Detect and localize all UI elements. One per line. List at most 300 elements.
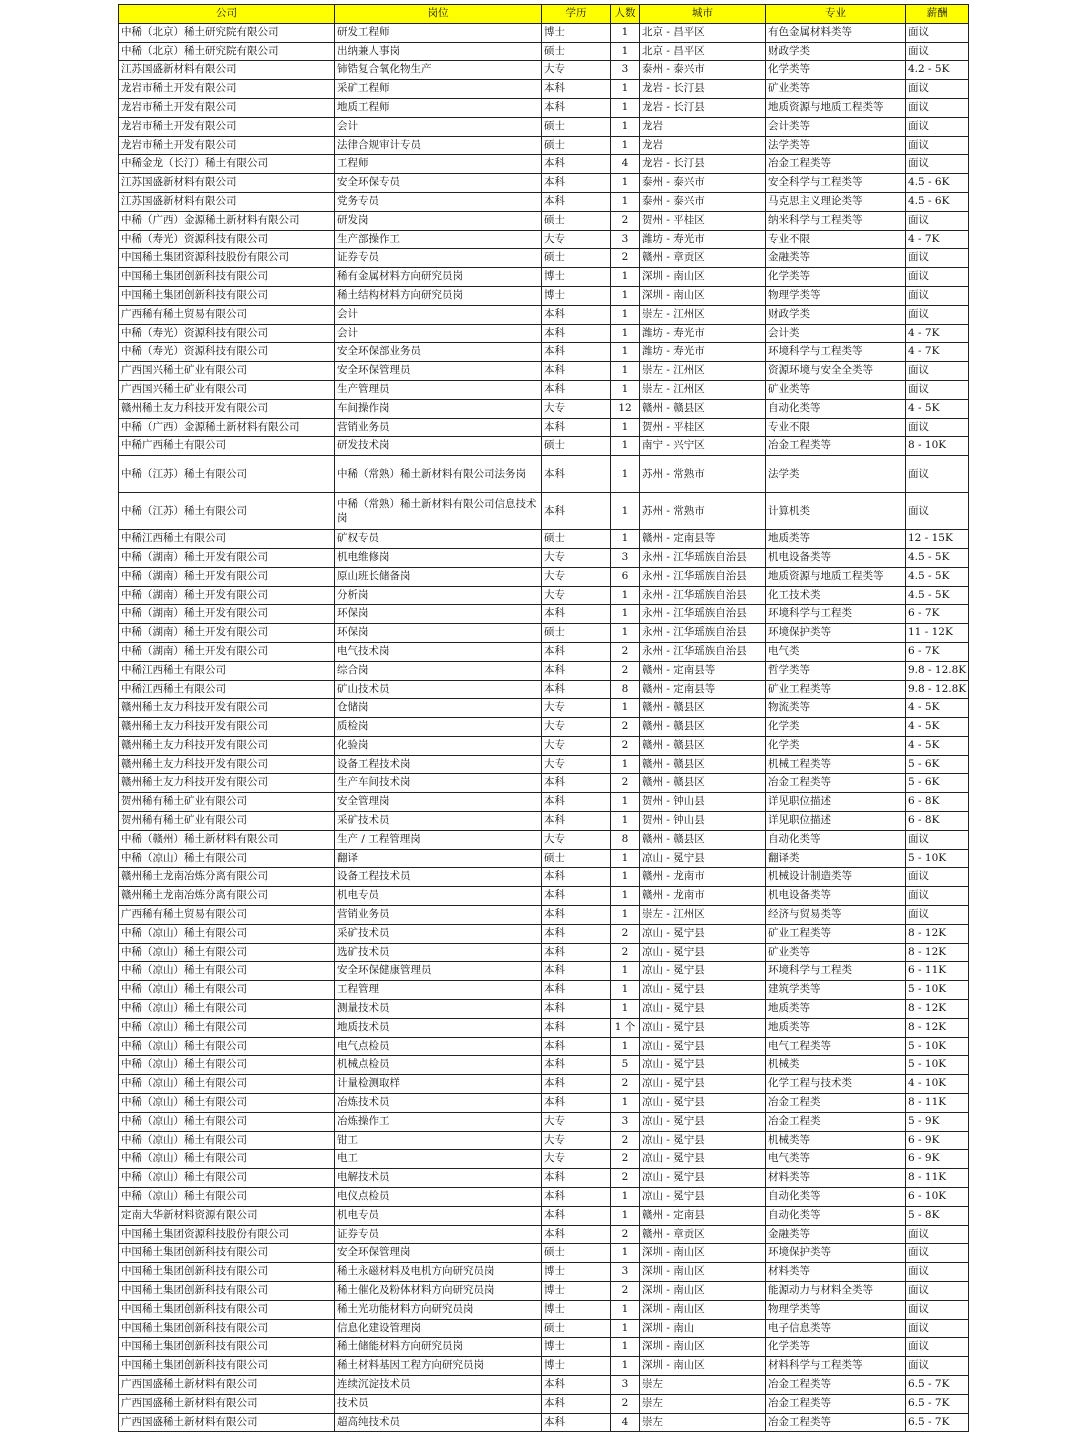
cell-company: 赣州稀土友力科技开发有限公司 bbox=[119, 699, 335, 718]
cell-education: 博士 bbox=[542, 1263, 611, 1282]
cell-company: 中稀（凉山）稀土有限公司 bbox=[119, 981, 335, 1000]
table-row bbox=[119, 774, 969, 793]
cell-salary: 4.5 - 5K bbox=[906, 586, 969, 605]
table-row bbox=[119, 98, 969, 117]
table-row bbox=[119, 1018, 969, 1037]
cell-position: 安全管理岗 bbox=[335, 793, 542, 812]
header-major: 专业 bbox=[766, 5, 906, 24]
cell-salary: 面议 bbox=[906, 906, 969, 925]
header-count: 人数 bbox=[611, 5, 640, 24]
cell-salary: 面议 bbox=[906, 1319, 969, 1338]
cell-city: 凉山 - 冕宁县 bbox=[640, 1000, 766, 1019]
cell-salary: 5 - 10K bbox=[906, 1037, 969, 1056]
cell-education: 本科 bbox=[542, 774, 611, 793]
cell-position: 工程管理 bbox=[335, 981, 542, 1000]
cell-city: 赣州 - 赣县区 bbox=[640, 774, 766, 793]
cell-city: 贺州 - 钟山县 bbox=[640, 812, 766, 831]
cell-company: 中稀（凉山）稀土有限公司 bbox=[119, 962, 335, 981]
cell-company: 中稀（赣州）稀土新材料有限公司 bbox=[119, 830, 335, 849]
cell-count: 2 bbox=[611, 642, 640, 661]
cell-major: 冶金工程类等 bbox=[766, 774, 906, 793]
cell-count: 2 bbox=[611, 1394, 640, 1413]
cell-count: 1 bbox=[611, 117, 640, 136]
cell-major: 矿业类等 bbox=[766, 380, 906, 399]
cell-education: 本科 bbox=[542, 456, 611, 493]
cell-company: 中稀江西稀土有限公司 bbox=[119, 661, 335, 680]
cell-major: 计算机类 bbox=[766, 493, 906, 530]
cell-city: 贺州 - 钟山县 bbox=[640, 793, 766, 812]
cell-position: 环保岗 bbox=[335, 605, 542, 624]
table-row bbox=[119, 399, 969, 418]
cell-salary: 8 - 11K bbox=[906, 1094, 969, 1113]
cell-count: 2 bbox=[611, 1075, 640, 1094]
cell-company: 中国稀土集团创新科技有限公司 bbox=[119, 286, 335, 305]
cell-company: 中稀（广西）金源稀土新材料有限公司 bbox=[119, 211, 335, 230]
cell-salary: 面议 bbox=[906, 1263, 969, 1282]
cell-count: 1 bbox=[611, 887, 640, 906]
cell-company: 中稀（北京）稀土研究院有限公司 bbox=[119, 42, 335, 61]
cell-count: 2 bbox=[611, 736, 640, 755]
cell-major: 会计类 bbox=[766, 324, 906, 343]
cell-major: 材料科学与工程类等 bbox=[766, 1357, 906, 1376]
table-row bbox=[119, 1225, 969, 1244]
header-salary: 薪酬 bbox=[906, 5, 969, 24]
cell-city: 凉山 - 冕宁县 bbox=[640, 943, 766, 962]
cell-education: 硕士 bbox=[542, 1244, 611, 1263]
cell-count: 1 bbox=[611, 343, 640, 362]
table-row bbox=[119, 586, 969, 605]
cell-city: 永州 - 江华瑶族自治县 bbox=[640, 642, 766, 661]
cell-position: 机械点检员 bbox=[335, 1056, 542, 1075]
cell-major: 冶金工程类等 bbox=[766, 1375, 906, 1394]
cell-company: 中稀（凉山）稀土有限公司 bbox=[119, 1000, 335, 1019]
cell-position: 会计 bbox=[335, 117, 542, 136]
table-row bbox=[119, 981, 969, 1000]
cell-city: 永州 - 江华瑶族自治县 bbox=[640, 548, 766, 567]
cell-position: 营销业务员 bbox=[335, 906, 542, 925]
table-row bbox=[119, 661, 969, 680]
cell-count: 2 bbox=[611, 718, 640, 737]
cell-education: 本科 bbox=[542, 642, 611, 661]
cell-position: 设备工程技术员 bbox=[335, 868, 542, 887]
cell-count: 1 bbox=[611, 286, 640, 305]
cell-position: 稀土结构材料方向研究员岗 bbox=[335, 286, 542, 305]
cell-company: 广西国兴稀土矿业有限公司 bbox=[119, 362, 335, 381]
cell-count: 3 bbox=[611, 1112, 640, 1131]
cell-count: 1 bbox=[611, 1094, 640, 1113]
table-row bbox=[119, 924, 969, 943]
cell-company: 中稀（凉山）稀土有限公司 bbox=[119, 1018, 335, 1037]
cell-education: 本科 bbox=[542, 1413, 611, 1432]
cell-count: 3 bbox=[611, 548, 640, 567]
cell-education: 本科 bbox=[542, 174, 611, 193]
cell-city: 深圳 - 南山区 bbox=[640, 1244, 766, 1263]
cell-company: 广西国盛稀土新材料有限公司 bbox=[119, 1375, 335, 1394]
cell-position: 稀土材料基因工程方向研究员岗 bbox=[335, 1357, 542, 1376]
cell-company: 中稀（凉山）稀土有限公司 bbox=[119, 1169, 335, 1188]
cell-salary: 面议 bbox=[906, 493, 969, 530]
cell-city: 赣州 - 定南县 bbox=[640, 1206, 766, 1225]
cell-position: 安全环保健康管理员 bbox=[335, 962, 542, 981]
cell-major: 机械类 bbox=[766, 1056, 906, 1075]
cell-company: 中国稀土集团资源科技股份有限公司 bbox=[119, 249, 335, 268]
cell-education: 硕士 bbox=[542, 42, 611, 61]
cell-count: 1 bbox=[611, 362, 640, 381]
cell-major: 冶金工程类等 bbox=[766, 155, 906, 174]
header-company: 公司 bbox=[119, 5, 335, 24]
cell-education: 本科 bbox=[542, 1037, 611, 1056]
cell-education: 博士 bbox=[542, 23, 611, 42]
cell-salary: 6 - 10K bbox=[906, 1188, 969, 1207]
table-row bbox=[119, 155, 969, 174]
cell-salary: 面议 bbox=[906, 98, 969, 117]
cell-salary: 面议 bbox=[906, 1300, 969, 1319]
table-row bbox=[119, 605, 969, 624]
cell-position: 冶炼操作工 bbox=[335, 1112, 542, 1131]
cell-position: 车间操作岗 bbox=[335, 399, 542, 418]
cell-major: 法学类 bbox=[766, 456, 906, 493]
cell-salary: 面议 bbox=[906, 418, 969, 437]
cell-company: 中稀（北京）稀土研究院有限公司 bbox=[119, 23, 335, 42]
table-row bbox=[119, 736, 969, 755]
cell-salary: 面议 bbox=[906, 456, 969, 493]
cell-major: 金融类等 bbox=[766, 249, 906, 268]
cell-company: 龙岩市稀土开发有限公司 bbox=[119, 80, 335, 99]
cell-city: 永州 - 江华瑶族自治县 bbox=[640, 567, 766, 586]
cell-position: 信息化建设管理岗 bbox=[335, 1319, 542, 1338]
cell-salary: 4 - 5K bbox=[906, 399, 969, 418]
cell-city: 苏州 - 常熟市 bbox=[640, 493, 766, 530]
cell-count: 1 bbox=[611, 324, 640, 343]
cell-education: 本科 bbox=[542, 80, 611, 99]
table-row bbox=[119, 887, 969, 906]
cell-major: 冶金工程类等 bbox=[766, 437, 906, 456]
cell-position: 稀有金属材料方向研究员岗 bbox=[335, 268, 542, 287]
cell-city: 赣州 - 定南县等 bbox=[640, 530, 766, 549]
cell-major: 环境科学与工程类等 bbox=[766, 343, 906, 362]
cell-education: 大专 bbox=[542, 830, 611, 849]
cell-education: 本科 bbox=[542, 1018, 611, 1037]
cell-city: 凉山 - 冕宁县 bbox=[640, 1056, 766, 1075]
table-row bbox=[119, 493, 969, 530]
cell-city: 深圳 - 南山区 bbox=[640, 1357, 766, 1376]
cell-city: 永州 - 江华瑶族自治县 bbox=[640, 624, 766, 643]
cell-position: 安全环保部业务员 bbox=[335, 343, 542, 362]
cell-salary: 6 - 8K bbox=[906, 793, 969, 812]
cell-salary: 4 - 5K bbox=[906, 699, 969, 718]
cell-position: 安全环保专员 bbox=[335, 174, 542, 193]
cell-major: 详见职位描述 bbox=[766, 812, 906, 831]
cell-count: 2 bbox=[611, 774, 640, 793]
cell-salary: 面议 bbox=[906, 1338, 969, 1357]
cell-major: 冶金工程类等 bbox=[766, 1413, 906, 1432]
cell-position: 电工 bbox=[335, 1150, 542, 1169]
cell-salary: 4 - 7K bbox=[906, 324, 969, 343]
cell-salary: 面议 bbox=[906, 249, 969, 268]
cell-city: 北京 - 昌平区 bbox=[640, 23, 766, 42]
cell-salary: 4.2 - 5K bbox=[906, 61, 969, 80]
cell-company: 中稀金龙（长汀）稀土有限公司 bbox=[119, 155, 335, 174]
cell-company: 赣州稀土龙南冶炼分离有限公司 bbox=[119, 868, 335, 887]
cell-company: 中稀（寿光）资源科技有限公司 bbox=[119, 343, 335, 362]
table-row bbox=[119, 1357, 969, 1376]
cell-salary: 面议 bbox=[906, 155, 969, 174]
cell-major: 地质类等 bbox=[766, 530, 906, 549]
cell-education: 本科 bbox=[542, 1000, 611, 1019]
cell-position: 研发岗 bbox=[335, 211, 542, 230]
cell-company: 中国稀土集团创新科技有限公司 bbox=[119, 268, 335, 287]
table-row bbox=[119, 437, 969, 456]
cell-education: 本科 bbox=[542, 962, 611, 981]
table-row bbox=[119, 548, 969, 567]
cell-count: 1 bbox=[611, 1188, 640, 1207]
cell-major: 马克思主义理论类等 bbox=[766, 192, 906, 211]
cell-count: 8 bbox=[611, 680, 640, 699]
cell-city: 深圳 - 南山区 bbox=[640, 1282, 766, 1301]
table-row bbox=[119, 830, 969, 849]
cell-city: 龙岩 - 长汀县 bbox=[640, 98, 766, 117]
header-row bbox=[119, 5, 969, 24]
cell-education: 硕士 bbox=[542, 1319, 611, 1338]
cell-major: 环境科学与工程类 bbox=[766, 605, 906, 624]
cell-company: 中国稀土集团创新科技有限公司 bbox=[119, 1244, 335, 1263]
cell-salary: 4.5 - 5K bbox=[906, 548, 969, 567]
cell-company: 龙岩市稀土开发有限公司 bbox=[119, 136, 335, 155]
cell-position: 出纳兼人事岗 bbox=[335, 42, 542, 61]
table-row bbox=[119, 1112, 969, 1131]
cell-count: 2 bbox=[611, 1131, 640, 1150]
cell-salary: 5 - 10K bbox=[906, 1056, 969, 1075]
cell-company: 贺州稀有稀土矿业有限公司 bbox=[119, 812, 335, 831]
cell-position: 采矿技术员 bbox=[335, 812, 542, 831]
cell-company: 中稀（寿光）资源科技有限公司 bbox=[119, 230, 335, 249]
table-row bbox=[119, 1394, 969, 1413]
cell-company: 中稀（凉山）稀土有限公司 bbox=[119, 1094, 335, 1113]
cell-salary: 4 - 5K bbox=[906, 736, 969, 755]
cell-company: 广西稀有稀土贸易有限公司 bbox=[119, 305, 335, 324]
cell-education: 本科 bbox=[542, 924, 611, 943]
cell-education: 本科 bbox=[542, 981, 611, 1000]
cell-major: 电气类 bbox=[766, 642, 906, 661]
cell-major: 会计类等 bbox=[766, 117, 906, 136]
cell-education: 本科 bbox=[542, 1375, 611, 1394]
table-row bbox=[119, 642, 969, 661]
cell-position: 仓储岗 bbox=[335, 699, 542, 718]
cell-count: 1 bbox=[611, 1338, 640, 1357]
cell-company: 中稀（寿光）资源科技有限公司 bbox=[119, 324, 335, 343]
cell-major: 化学类 bbox=[766, 736, 906, 755]
cell-city: 凉山 - 冕宁县 bbox=[640, 981, 766, 1000]
cell-position: 采矿技术员 bbox=[335, 924, 542, 943]
cell-count: 1 bbox=[611, 755, 640, 774]
cell-city: 赣州 - 定南县等 bbox=[640, 680, 766, 699]
cell-major: 物理学类等 bbox=[766, 1300, 906, 1319]
table-row bbox=[119, 868, 969, 887]
cell-education: 硕士 bbox=[542, 249, 611, 268]
cell-salary: 面议 bbox=[906, 887, 969, 906]
cell-salary: 4 - 10K bbox=[906, 1075, 969, 1094]
table-row bbox=[119, 230, 969, 249]
cell-salary: 5 - 6K bbox=[906, 774, 969, 793]
cell-position: 会计 bbox=[335, 305, 542, 324]
cell-education: 本科 bbox=[542, 680, 611, 699]
cell-city: 凉山 - 冕宁县 bbox=[640, 1094, 766, 1113]
cell-position: 技术员 bbox=[335, 1394, 542, 1413]
table-row bbox=[119, 192, 969, 211]
cell-salary: 面议 bbox=[906, 211, 969, 230]
cell-city: 赣州 - 赣县区 bbox=[640, 736, 766, 755]
cell-major: 专业不限 bbox=[766, 418, 906, 437]
cell-count: 1 bbox=[611, 981, 640, 1000]
cell-education: 本科 bbox=[542, 305, 611, 324]
cell-position: 生产部操作工 bbox=[335, 230, 542, 249]
cell-major: 化学类等 bbox=[766, 1338, 906, 1357]
cell-city: 凉山 - 冕宁县 bbox=[640, 1112, 766, 1131]
cell-company: 赣州稀土友力科技开发有限公司 bbox=[119, 755, 335, 774]
cell-education: 硕士 bbox=[542, 849, 611, 868]
cell-education: 本科 bbox=[542, 1075, 611, 1094]
cell-salary: 6 - 7K bbox=[906, 642, 969, 661]
cell-city: 深圳 - 南山区 bbox=[640, 286, 766, 305]
cell-education: 博士 bbox=[542, 1338, 611, 1357]
cell-major: 冶金工程类等 bbox=[766, 1394, 906, 1413]
cell-city: 凉山 - 冕宁县 bbox=[640, 1131, 766, 1150]
cell-position: 安全环保管理员 bbox=[335, 362, 542, 381]
cell-company: 中稀（湖南）稀土开发有限公司 bbox=[119, 548, 335, 567]
cell-company: 中稀（凉山）稀土有限公司 bbox=[119, 1075, 335, 1094]
cell-education: 本科 bbox=[542, 1394, 611, 1413]
cell-position: 电解技术员 bbox=[335, 1169, 542, 1188]
table-row bbox=[119, 418, 969, 437]
cell-major: 翻译类 bbox=[766, 849, 906, 868]
cell-company: 赣州稀土友力科技开发有限公司 bbox=[119, 774, 335, 793]
cell-position: 党务专员 bbox=[335, 192, 542, 211]
cell-count: 2 bbox=[611, 943, 640, 962]
cell-position: 矿权专员 bbox=[335, 530, 542, 549]
cell-count: 1 bbox=[611, 624, 640, 643]
cell-position: 研发工程师 bbox=[335, 23, 542, 42]
cell-education: 本科 bbox=[542, 324, 611, 343]
cell-position: 原山班长储备岗 bbox=[335, 567, 542, 586]
cell-position: 地质技术员 bbox=[335, 1018, 542, 1037]
table-row bbox=[119, 1075, 969, 1094]
cell-company: 中稀（凉山）稀土有限公司 bbox=[119, 924, 335, 943]
cell-major: 地质资源与地质工程类等 bbox=[766, 567, 906, 586]
table-row bbox=[119, 136, 969, 155]
cell-major: 电气工程类等 bbox=[766, 1037, 906, 1056]
table-row bbox=[119, 793, 969, 812]
cell-city: 贺州 - 平桂区 bbox=[640, 418, 766, 437]
table-row bbox=[119, 1244, 969, 1263]
table-row bbox=[119, 343, 969, 362]
cell-salary: 5 - 8K bbox=[906, 1206, 969, 1225]
cell-position: 机电维修岗 bbox=[335, 548, 542, 567]
cell-city: 凉山 - 冕宁县 bbox=[640, 1188, 766, 1207]
cell-city: 崇左 - 江州区 bbox=[640, 906, 766, 925]
cell-position: 计量检测取样 bbox=[335, 1075, 542, 1094]
cell-company: 中国稀土集团创新科技有限公司 bbox=[119, 1357, 335, 1376]
cell-education: 本科 bbox=[542, 1056, 611, 1075]
cell-major: 化学工程与技术类 bbox=[766, 1075, 906, 1094]
cell-city: 永州 - 江华瑶族自治县 bbox=[640, 586, 766, 605]
table-row bbox=[119, 1131, 969, 1150]
cell-salary: 面议 bbox=[906, 286, 969, 305]
cell-education: 本科 bbox=[542, 661, 611, 680]
cell-city: 南宁 - 兴宁区 bbox=[640, 437, 766, 456]
cell-count: 2 bbox=[611, 1150, 640, 1169]
cell-city: 崇左 - 江州区 bbox=[640, 305, 766, 324]
cell-company: 中稀江西稀土有限公司 bbox=[119, 530, 335, 549]
cell-major: 材料类等 bbox=[766, 1169, 906, 1188]
cell-position: 法律合规审计专员 bbox=[335, 136, 542, 155]
cell-salary: 5 - 10K bbox=[906, 849, 969, 868]
cell-position: 机电专员 bbox=[335, 887, 542, 906]
cell-company: 中稀广西稀土有限公司 bbox=[119, 437, 335, 456]
cell-salary: 4 - 7K bbox=[906, 230, 969, 249]
cell-count: 2 bbox=[611, 1282, 640, 1301]
cell-city: 龙岩 - 长汀县 bbox=[640, 155, 766, 174]
table-row bbox=[119, 1413, 969, 1432]
cell-major: 能源动力与材料全类等 bbox=[766, 1282, 906, 1301]
cell-major: 建筑学类等 bbox=[766, 981, 906, 1000]
cell-education: 大专 bbox=[542, 1112, 611, 1131]
table-row bbox=[119, 117, 969, 136]
table-row bbox=[119, 1263, 969, 1282]
table-row bbox=[119, 812, 969, 831]
cell-count: 2 bbox=[611, 1225, 640, 1244]
cell-salary: 6 - 9K bbox=[906, 1150, 969, 1169]
table-row bbox=[119, 362, 969, 381]
cell-position: 分析岗 bbox=[335, 586, 542, 605]
cell-major: 物理学类等 bbox=[766, 286, 906, 305]
cell-salary: 6 - 11K bbox=[906, 962, 969, 981]
cell-count: 2 bbox=[611, 211, 640, 230]
cell-salary: 6 - 9K bbox=[906, 1131, 969, 1150]
cell-salary: 面议 bbox=[906, 80, 969, 99]
cell-major: 机电设备类等 bbox=[766, 887, 906, 906]
cell-position: 电气点检员 bbox=[335, 1037, 542, 1056]
cell-company: 中国稀土集团创新科技有限公司 bbox=[119, 1263, 335, 1282]
cell-position: 选矿技术员 bbox=[335, 943, 542, 962]
cell-company: 中稀（湖南）稀土开发有限公司 bbox=[119, 642, 335, 661]
table-row bbox=[119, 23, 969, 42]
cell-city: 凉山 - 冕宁县 bbox=[640, 924, 766, 943]
cell-salary: 面议 bbox=[906, 1357, 969, 1376]
cell-education: 博士 bbox=[542, 1282, 611, 1301]
cell-education: 大专 bbox=[542, 548, 611, 567]
cell-salary: 面议 bbox=[906, 1225, 969, 1244]
cell-salary: 面议 bbox=[906, 362, 969, 381]
header-city: 城市 bbox=[640, 5, 766, 24]
cell-salary: 8 - 11K bbox=[906, 1169, 969, 1188]
job-table bbox=[118, 4, 969, 1432]
cell-education: 本科 bbox=[542, 887, 611, 906]
cell-city: 崇左 bbox=[640, 1375, 766, 1394]
cell-company: 中稀（湖南）稀土开发有限公司 bbox=[119, 567, 335, 586]
cell-company: 江苏国盛新材料有限公司 bbox=[119, 192, 335, 211]
cell-major: 地质类等 bbox=[766, 1018, 906, 1037]
cell-city: 龙岩 - 长汀县 bbox=[640, 80, 766, 99]
cell-count: 1 bbox=[611, 418, 640, 437]
cell-position: 生产 / 工程管理岗 bbox=[335, 830, 542, 849]
table-row bbox=[119, 567, 969, 586]
cell-count: 1 bbox=[611, 456, 640, 493]
cell-position: 电仪点检员 bbox=[335, 1188, 542, 1207]
cell-count: 1 bbox=[611, 1357, 640, 1376]
cell-company: 赣州稀土龙南冶炼分离有限公司 bbox=[119, 887, 335, 906]
cell-company: 广西国盛稀土新材料有限公司 bbox=[119, 1413, 335, 1432]
cell-city: 泰州 - 泰兴市 bbox=[640, 61, 766, 80]
